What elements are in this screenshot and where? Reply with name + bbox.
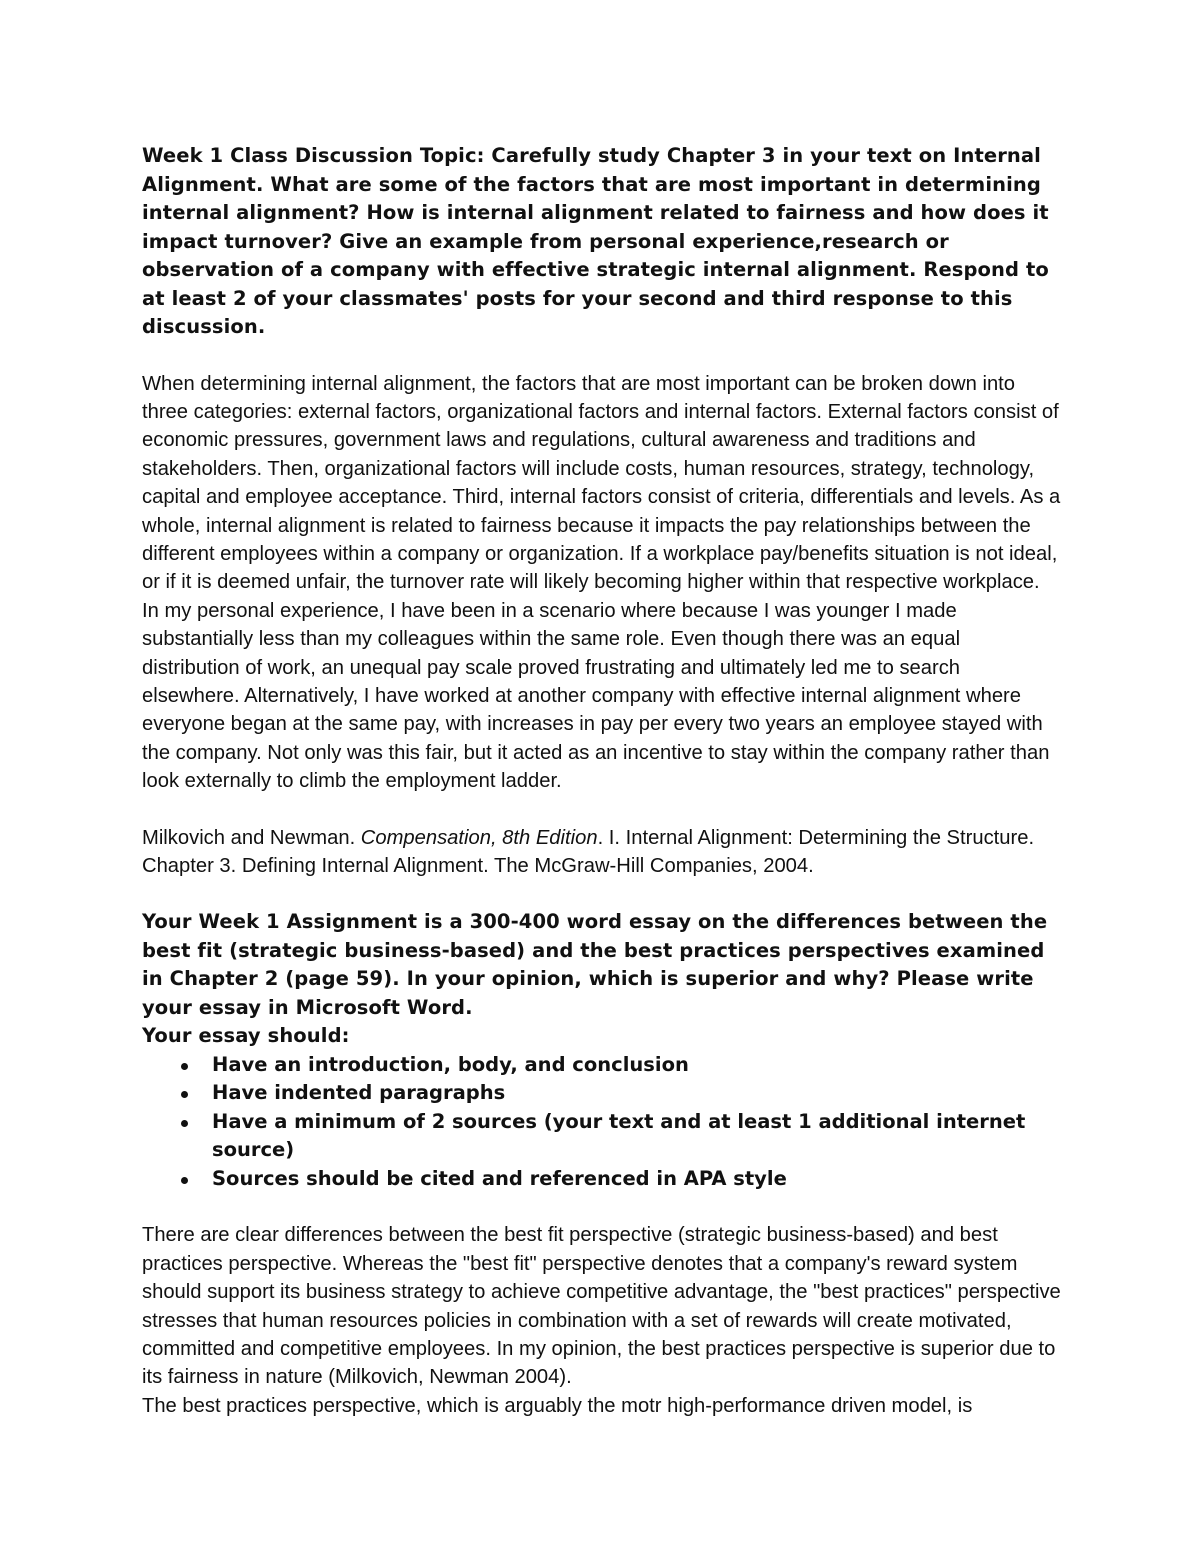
citation [142,824,1062,881]
bullet-icon [181,1091,188,1098]
bullet-icon [181,1063,188,1070]
document-content [142,142,1062,1420]
essay-paragraph: There are clear differences between the best fit perspective (strategic business-based) and best practices perspective. Whereas the "best fit" perspective denotes that a company's reward system should support its business strategy to achieve competitive advantage, the "best practices" perspective stresses that human resources policies in combination with a set of rewards will create motivated, committed and competitive employees. In my opinion, the best practices perspective is superior due to its fairness in nature (Milkovich, Newman 2004). [142,1224,1061,1389]
requirement-text: Have a minimum of 2 sources (your text and at least 1 additional internet source) [212,1109,1026,1162]
requirements-heading: Your essay should: [142,1024,350,1048]
requirement-text: Have an introduction, body, and conclusion [212,1052,689,1076]
bullet-icon [181,1177,188,1184]
citation-rest: . I. Internal Alignment: Determining the Structure. Chapter 3. Defining Internal Alignment. The McGraw-Hill Companies, 2004. [142,826,1035,877]
discussion-response: When determining internal alignment, the factors that are most important can be broken down into three categories: external factors, organizational factors and internal factors. External factors consist of economic pressures, government laws and regulations, cultural awareness and traditions and stakeholders. Then, organizational factors will include costs, human resources, strategy, technology, capital and employee acceptance. Third, internal factors consist of criteria, differentials and levels. As a whole, internal alignment is related to fairness because it impacts the pay relationships between the different employees within a company or organization. If a workplace pay/benefits situation is not ideal, or if it is deemed unfair, the turnover rate will likely becoming higher within that respective workplace. In my personal experience, I have been in a scenario where because I was younger I made substantially less than my colleagues within the same role. Even though there was an equal distribution of work, an unequal pay scale proved frustrating and ultimately led me to search elsewhere. Alternatively, I have worked at another company with effective internal alignment where everyone began at the same pay, with increases in pay per every two years an employee stayed with the company. Not only was this fair, but it acted as an incentive to stay within the company rather than look externally to climb the employment ladder. [142,372,1061,793]
citation-title: Compensation, 8th Edition [360,826,598,849]
discussion-prompt: Week 1 Class Discussion Topic: Carefully study Chapter 3 in your text on Internal Alignment. What are some of the factors that are most important in determining internal alignment? How is internal alignment related to fairness and how does it impact turnover? Give an example from personal experience,research or observation of a company with effective strategic internal alignment. Respond to at least 2 of your classmates' posts for your second and third response to this discussion. [142,144,1049,338]
essay-paragraph: The best practices perspective, which is arguably the motr high-performance driven model, is [142,1394,973,1417]
requirement-text: Have indented paragraphs [212,1081,506,1105]
requirement-item [142,1079,1062,1108]
citation-authors: Milkovich and Newman. [142,826,361,849]
requirement-item [142,1165,1062,1194]
assignment-prompt: Your Week 1 Assignment is a 300-400 word essay on the differences between the best fit (strategic business-based) and the best practices perspectives examined in Chapter 2 (page 59). In your opinion, which is superior and why? Please write your essay in Microsoft Word. [142,910,1048,1019]
requirement-item [142,1108,1062,1165]
requirements-list [142,1051,1062,1194]
bullet-icon [181,1120,188,1127]
requirement-item [142,1051,1062,1080]
requirement-text: Sources should be cited and referenced in APA style [212,1166,787,1190]
